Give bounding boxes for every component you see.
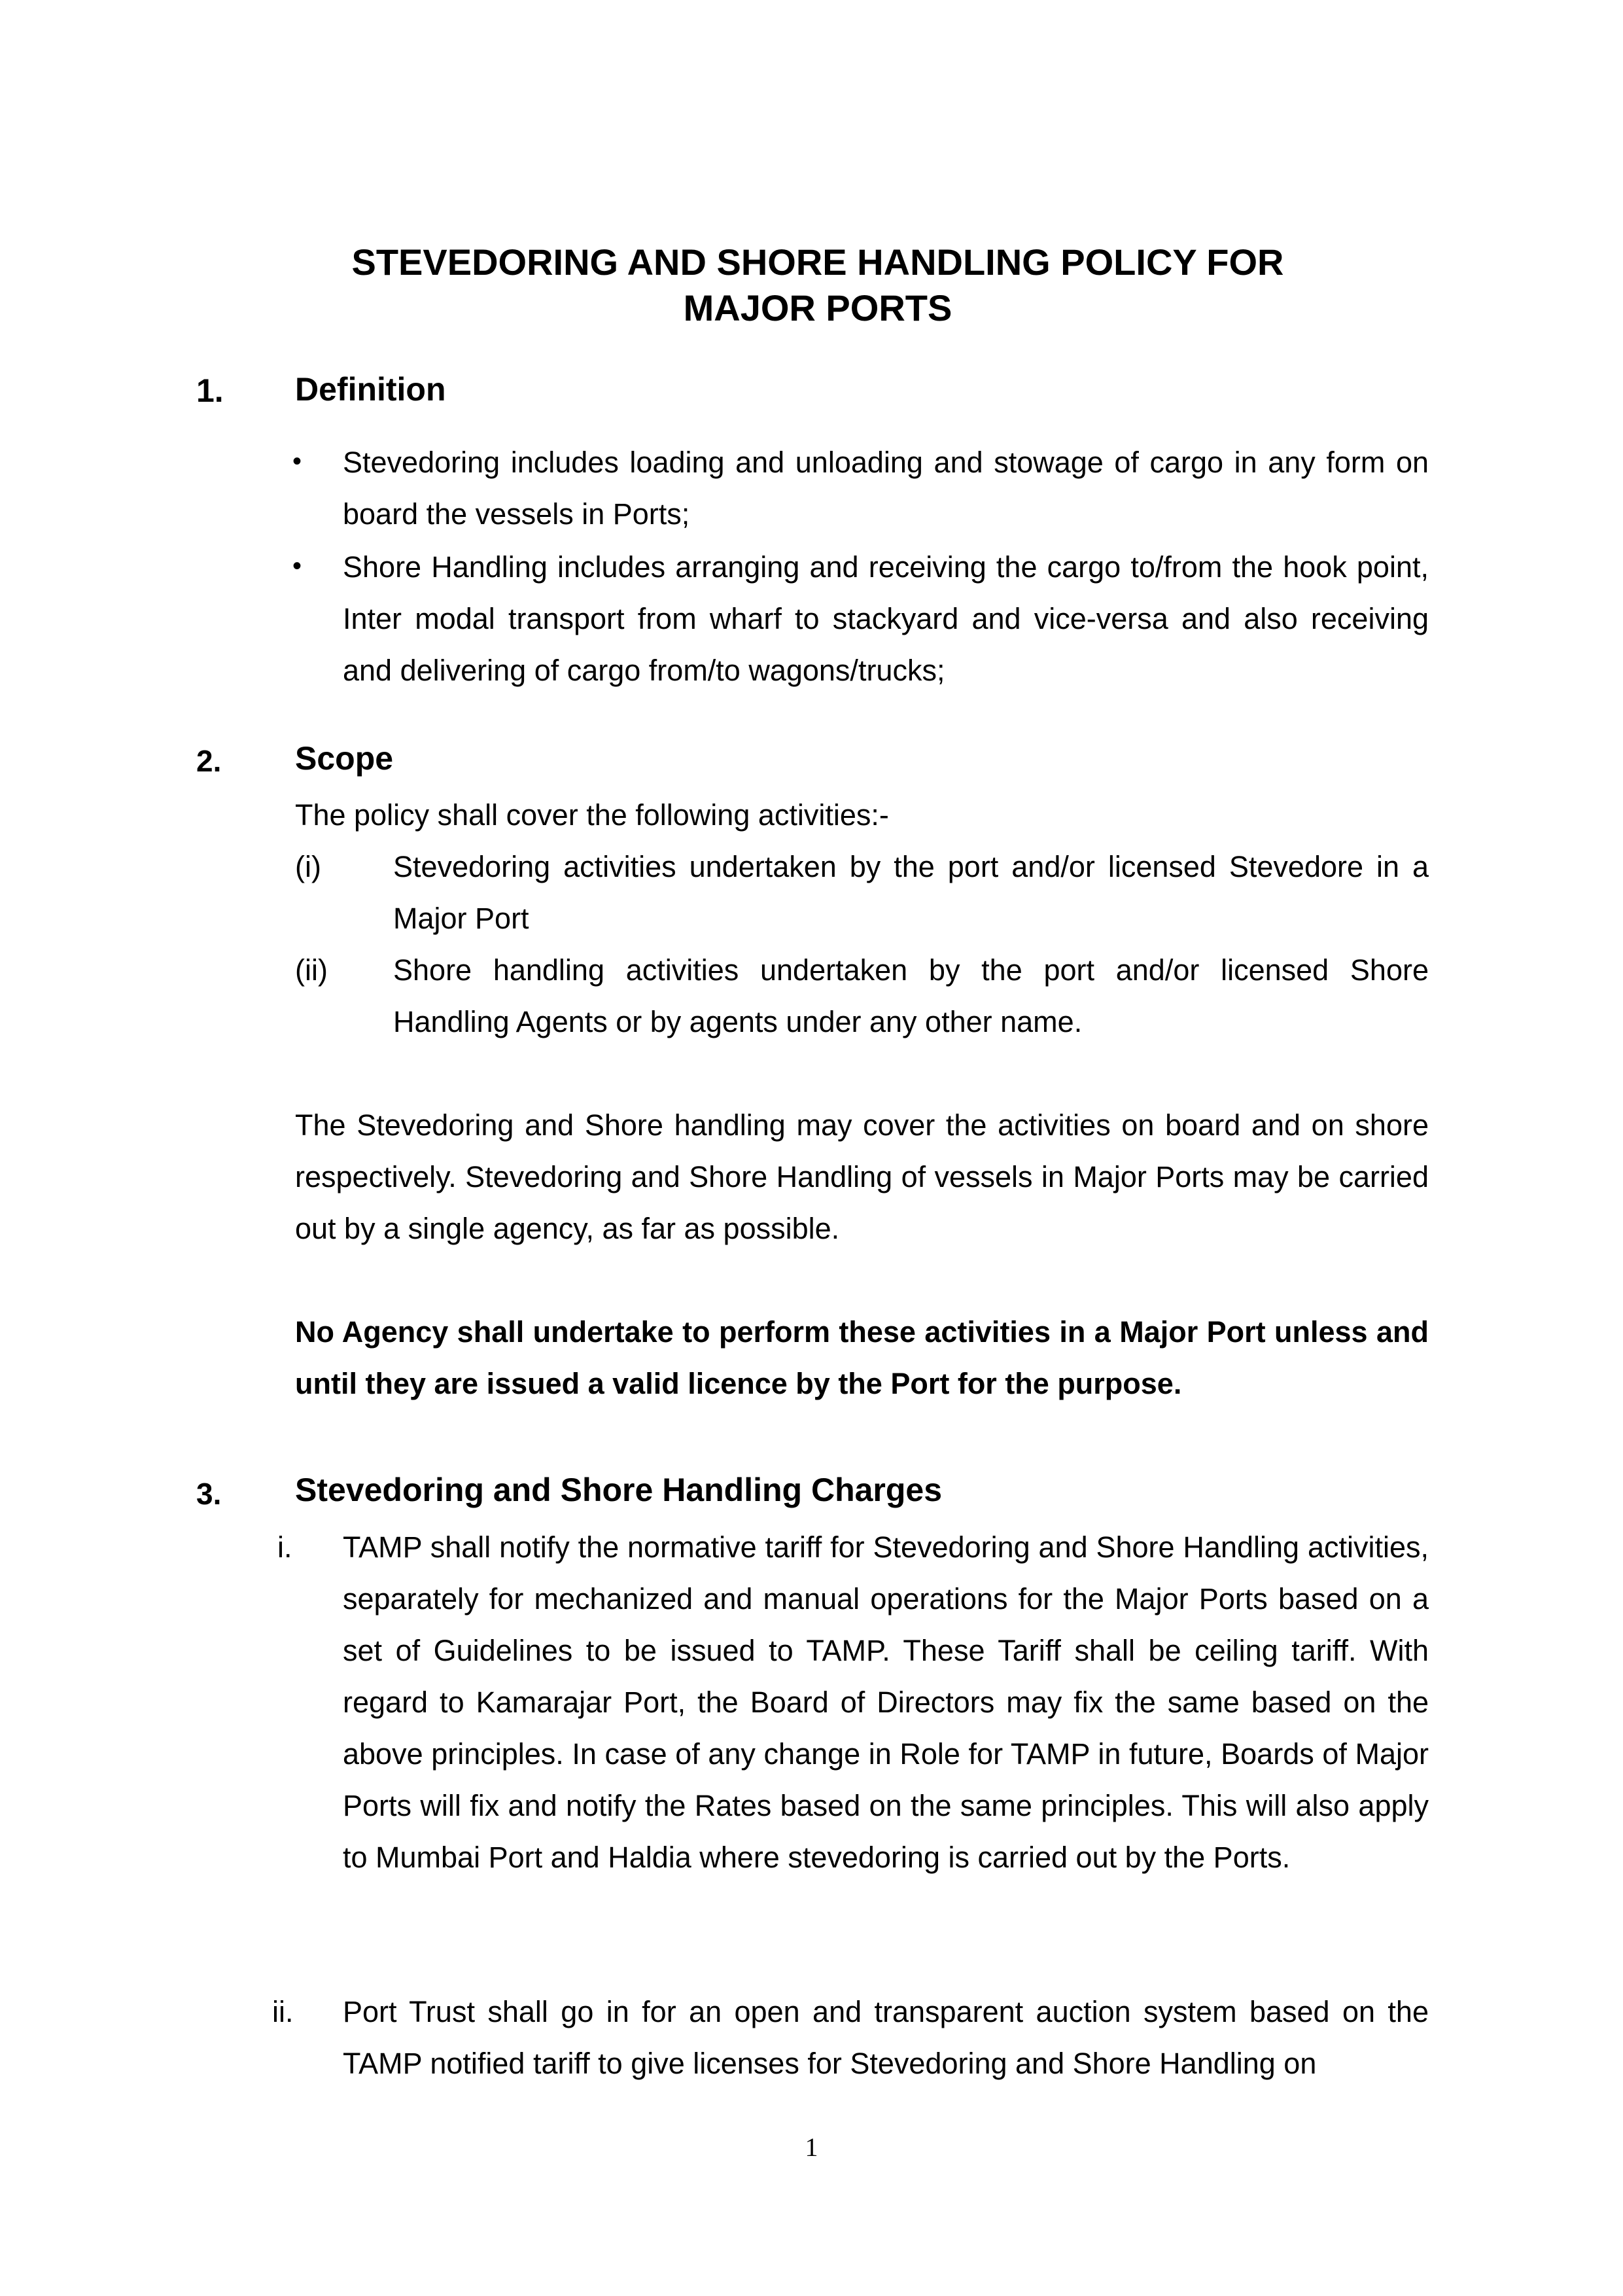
section-3-item-1-marker: i. — [277, 1530, 292, 1564]
bullet-icon: • — [292, 552, 302, 580]
section-1-number: 1. — [196, 372, 224, 409]
section-2-item-2-marker: (ii) — [295, 953, 328, 987]
section-2-heading: Scope — [295, 740, 394, 777]
section-2-item-2-text: Shore handling activities undertaken by the port and/or licensed Shore Handling Agents or by agents under any other name. — [393, 953, 1429, 1038]
section-2-bold-notice: No Agency shall undertake to perform these activities in a Major Port unless and until they are issued a valid licence by the Port for the purpose. — [295, 1315, 1429, 1400]
title-line-2: MAJOR PORTS — [683, 287, 952, 328]
title-line-1: STEVEDORING AND SHORE HANDLING POLICY FOR — [351, 241, 1284, 283]
section-2-item-1-marker: (i) — [295, 850, 321, 883]
page-number: 1 — [805, 2132, 818, 2162]
section-3-item-2-marker: ii. — [272, 1995, 294, 2028]
section-1-bullet-1: Stevedoring includes loading and unloading and stowage of cargo in any form on board the vessels in Ports; — [343, 446, 1429, 531]
section-3-item-2-text: Port Trust shall go in for an open and transparent auction system based on the TAMP notified tariff to give licenses for Stevedoring and Shore Handling on — [343, 1995, 1429, 2080]
section-2-number: 2. — [196, 744, 222, 778]
section-3-item-1-text: TAMP shall notify the normative tariff for Stevedoring and Shore Handling activities, separately for mechanized and manual operations for the Major Ports based on a set of Guidelines to be issued to TAMP. These Tariff shall be ceiling tariff. With regard to Kamarajar Port, the Board of Directors may fix the same based on the above principles. In case of any change in Role for TAMP in future, Boards of Major Ports will fix and notify the Rates based on the same principles. This will also apply to Mumbai Port and Haldia where stevedoring is carried out by the Ports. — [343, 1530, 1429, 1874]
section-2-paragraph: The Stevedoring and Shore handling may cover the activities on board and on shore respectively. Stevedoring and Shore Handling of vessels in Major Ports may be carried out by a single agency, as far as possible. — [295, 1108, 1429, 1245]
section-1-bullet-2: Shore Handling includes arranging and receiving the cargo to/from the hook point, Inter modal transport from wharf to stackyard and vice-versa and also receiving and delivering of cargo from/to wagons/trucks; — [343, 550, 1429, 687]
bullet-icon: • — [292, 447, 302, 476]
section-3-heading: Stevedoring and Shore Handling Charges — [295, 1472, 943, 1508]
section-3-number: 3. — [196, 1477, 222, 1511]
section-2-intro: The policy shall cover the following activities:- — [295, 798, 889, 832]
section-2-item-1-text: Stevedoring activities undertaken by the port and/or licensed Stevedore in a Major Port — [393, 850, 1429, 935]
document-title — [262, 239, 1374, 331]
section-1-heading: Definition — [295, 371, 446, 408]
